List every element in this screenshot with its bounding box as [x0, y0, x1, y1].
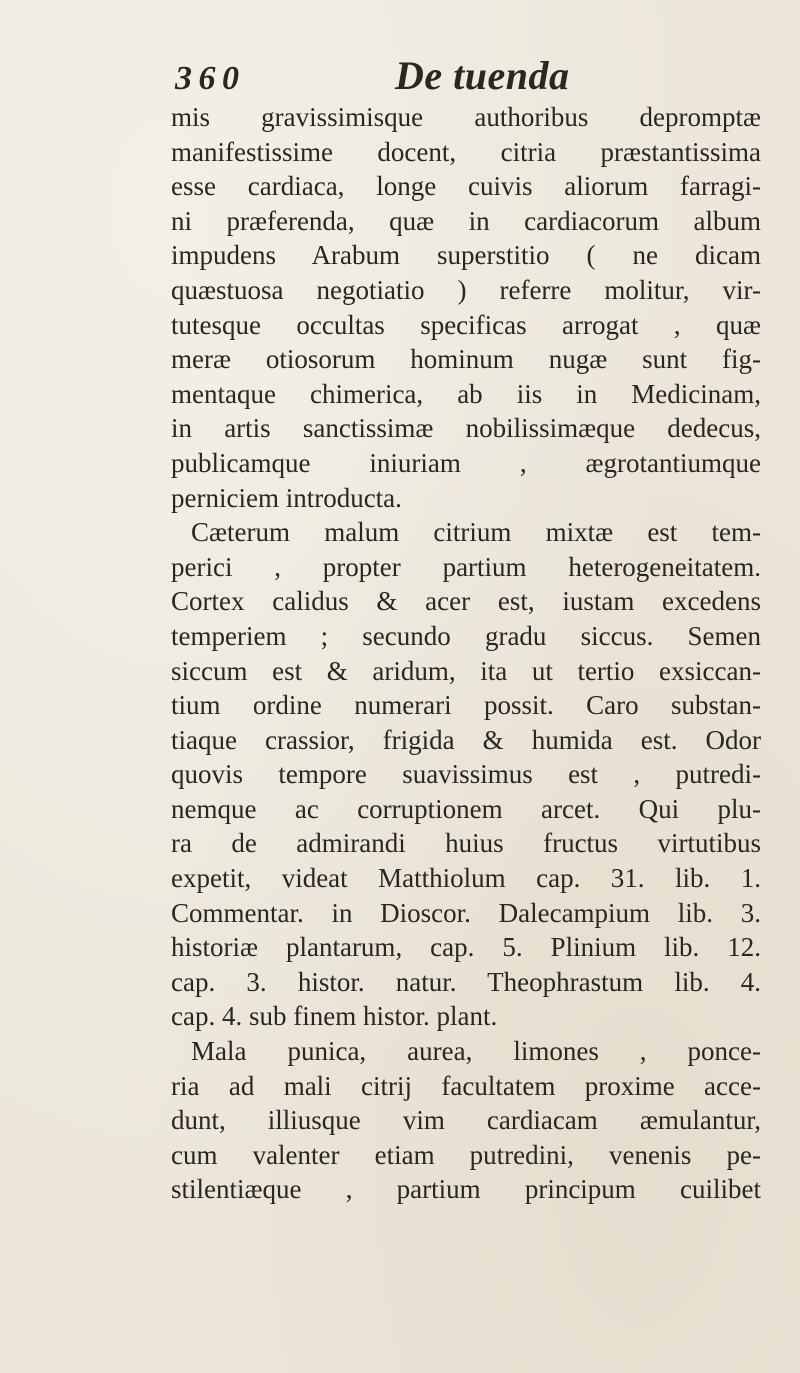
text-line: temperiem ; secundo gradu siccus. Semen [171, 620, 761, 651]
text-line: mentaque chimerica, ab iis in Medicinam, [171, 378, 761, 409]
text-line: ria ad mali citrij facultatem proxime acce- [171, 1070, 761, 1101]
running-head [0, 52, 800, 102]
text-line: siccum est & aridum, ita ut tertio exsiccan- [171, 655, 761, 686]
text-line: Commentar. in Dioscor. Dalecampium lib. 3. [171, 897, 761, 928]
text-line: cap. 4. sub finem histor. plant. [171, 1001, 498, 1032]
text-line: Cortex calidus & acer est, iustam excedens [171, 586, 761, 617]
text-line: publicamque iniuriam , ægrotantiumque [171, 447, 761, 478]
text-line: tiaque crassior, frigida & humida est. Odor [171, 724, 761, 755]
text-line: cap. 3. histor. natur. Theophrastum lib. 4. [171, 966, 761, 997]
text-line: ra de admirandi huius fructus virtutibus [171, 828, 761, 859]
text-line: quovis tempore suavissimus est , putredi- [171, 759, 761, 790]
text-line: perici , propter partium heterogeneitatem. [171, 551, 761, 582]
text-line: Cæterum malum citrium mixtæ est tem- [191, 517, 761, 548]
text-line: cum valenter etiam putredini, venenis pe- [171, 1139, 761, 1170]
text-line: quæstuosa negotiatio ) referre molitur, vir- [171, 274, 761, 305]
text-line: Mala punica, aurea, limones , ponce- [191, 1036, 761, 1067]
text-line: manifestissime docent, citria præstantissima [171, 136, 761, 167]
text-line: dunt, illiusque vim cardiacam æmulantur, [171, 1105, 761, 1136]
text-line: stilentiæque , partium principum cuilibet [171, 1174, 761, 1205]
running-title: De tuenda [395, 53, 570, 98]
text-line: tutesque occultas specificas arrogat , quæ [171, 309, 761, 340]
text-line: expetit, videat Matthiolum cap. 31. lib. 1. [171, 863, 761, 894]
page-number: 3 6 0 [175, 60, 238, 97]
text-line: ni præferenda, quæ in cardiacorum album [171, 205, 761, 236]
text-line: mis gravissimisque authoribus depromptæ [171, 102, 761, 132]
text-line: tium ordine numerari possit. Caro substan- [171, 690, 761, 721]
text-line: impudens Arabum superstitio ( ne dicam [171, 240, 761, 271]
text-line: historiæ plantarum, cap. 5. Plinium lib. 12. [171, 932, 761, 963]
text-line: in artis sanctissimæ nobilissimæque dedecus, [171, 413, 761, 444]
text-line: meræ otiosorum hominum nugæ sunt fig- [171, 344, 761, 375]
body-text [171, 100, 761, 1207]
text-line: esse cardiaca, longe cuivis aliorum farragi- [171, 171, 761, 202]
text-line: perniciem introducta. [171, 482, 402, 513]
text-line: nemque ac corruptionem arcet. Qui plu- [171, 793, 761, 824]
